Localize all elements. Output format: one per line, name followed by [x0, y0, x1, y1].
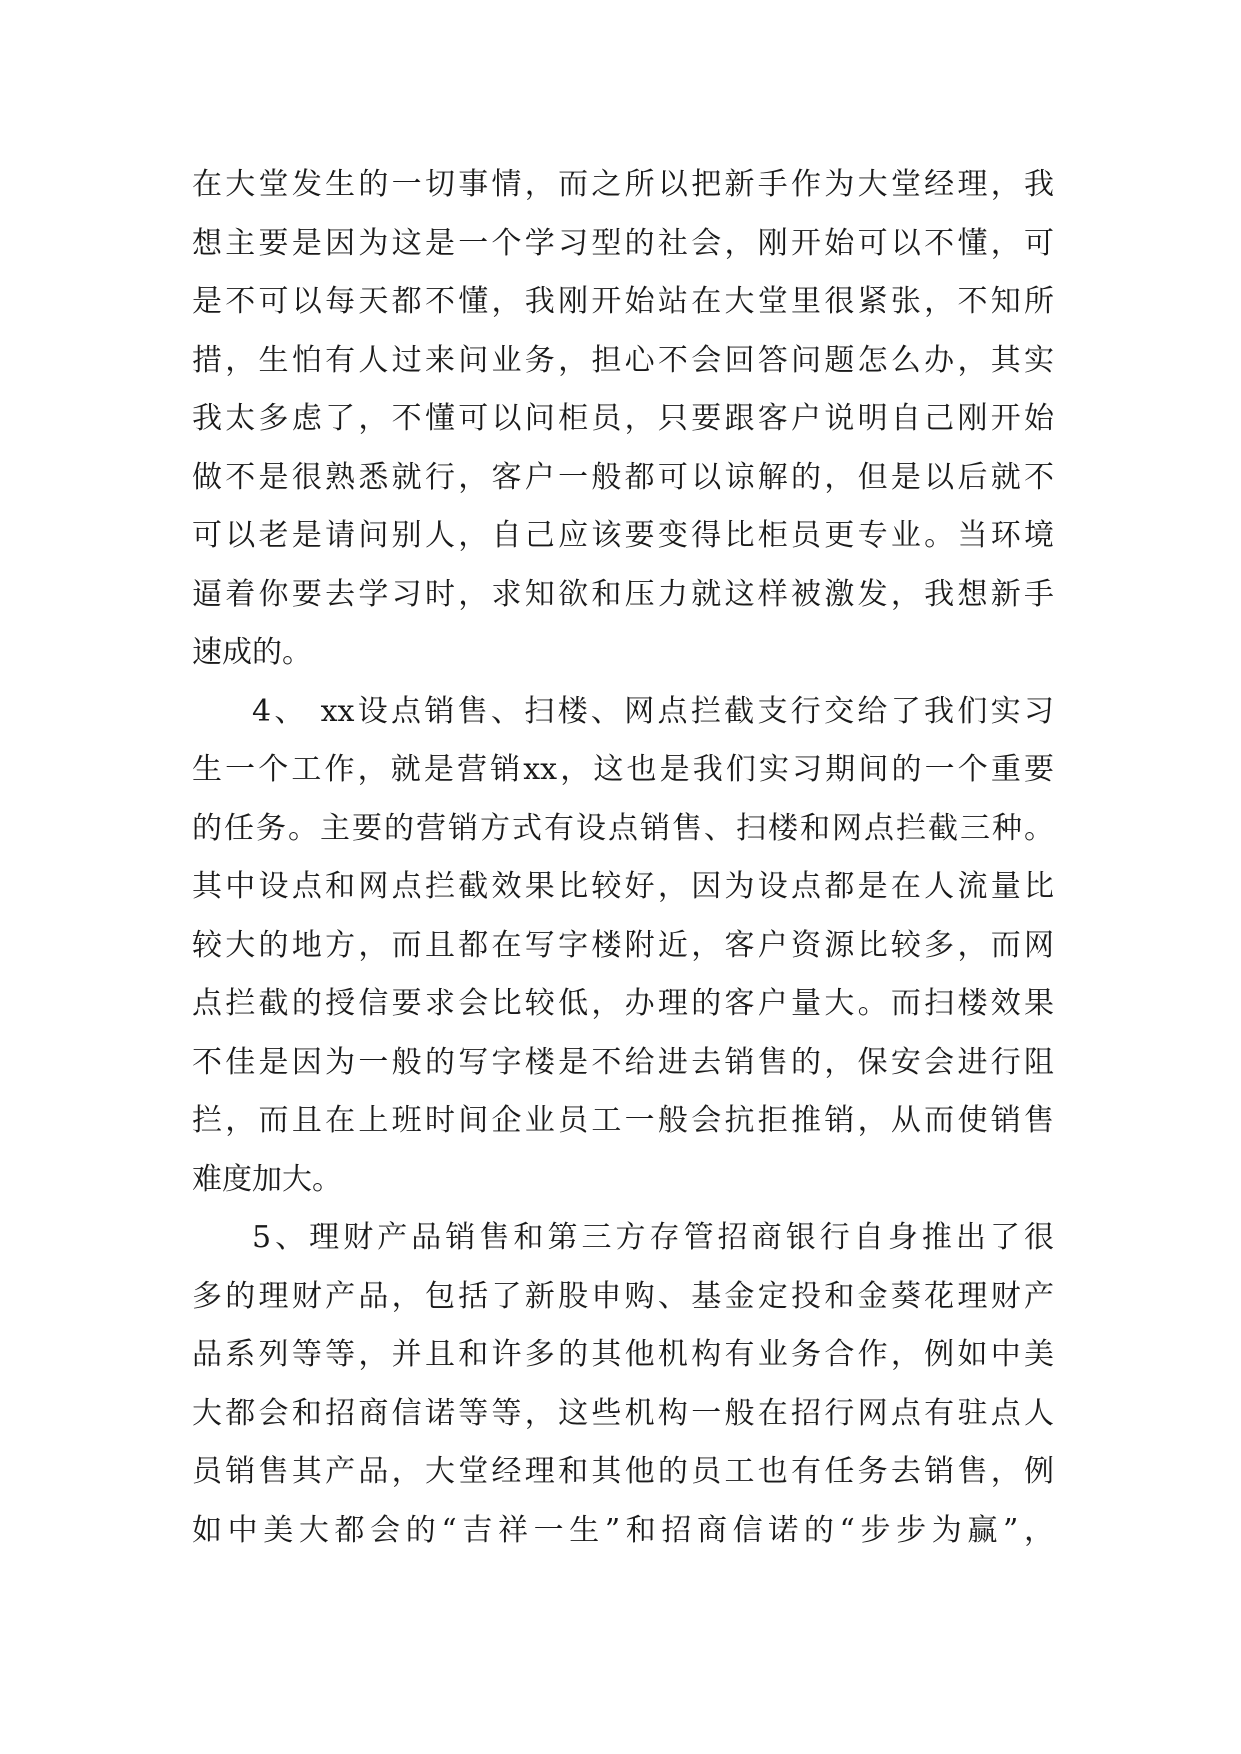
text-line: 难度加大。	[192, 1161, 342, 1197]
text-line: 可以老是请问别人，自己应该要变得比柜员更专业。当环境	[192, 518, 1054, 553]
text-line: 做不是很熟悉就行，客户一般都可以谅解的，但是以后就不	[192, 459, 1054, 495]
body-text	[192, 156, 1054, 1560]
text-line: 较大的地方，而且都在写字楼附近，客户资源比较多，而网	[192, 927, 1054, 963]
text-line: 我太多虑了，不懂可以问柜员，只要跟客户说明自己刚开始	[192, 401, 1054, 436]
text-line: 逼着你要去学习时，求知欲和压力就这样被激发，我想新手	[192, 576, 1054, 612]
text-line: 在大堂发生的一切事情，而之所以把新手作为大堂经理，我	[192, 167, 1054, 202]
text-line: 其中设点和网点拦截效果比较好，因为设点都是在人流量比	[192, 869, 1054, 904]
text-line: 不佳是因为一般的写字楼是不给进去销售的，保安会进行阻	[192, 1044, 1054, 1080]
text-line: 想主要是因为这是一个学习型的社会，刚开始可以不懂，可	[192, 225, 1054, 261]
text-line: 措，生怕有人过来问业务，担心不会回答问题怎么办，其实	[192, 342, 1054, 378]
text-line: 大都会和招商信诺等等，这些机构一般在招行网点有驻点人	[192, 1395, 1054, 1431]
text-line: 的任务。主要的营销方式有设点销售、扫楼和网点拦截三种。	[192, 810, 1054, 846]
text-line: 品系列等等，并且和许多的其他机构有业务合作，例如中美	[192, 1337, 1054, 1372]
text-line: 是不可以每天都不懂，我刚开始站在大堂里很紧张，不知所	[192, 284, 1054, 319]
text-line: 多的理财产品，包括了新股申购、基金定投和金葵花理财产	[192, 1278, 1054, 1314]
text-line: 生一个工作，就是营销xx，这也是我们实习期间的一个重要	[192, 752, 1054, 787]
text-line: 员销售其产品，大堂经理和其他的员工也有任务去销售，例	[192, 1454, 1054, 1489]
section-heading-line: 4、 xx设点销售、扫楼、网点拦截支行交给了我们实习	[252, 693, 1054, 729]
text-line: 速成的。	[192, 635, 312, 670]
text-line: 点拦截的授信要求会比较低，办理的客户量大。而扫楼效果	[192, 986, 1054, 1021]
text-line: 如中美大都会的“吉祥一生”和招商信诺的“步步为赢”，	[192, 1512, 1054, 1548]
section-heading-line: 5、理财产品销售和第三方存管招商银行自身推出了很	[252, 1220, 1054, 1255]
text-line: 拦，而且在上班时间企业员工一般会抗拒推销，从而使销售	[192, 1103, 1054, 1138]
